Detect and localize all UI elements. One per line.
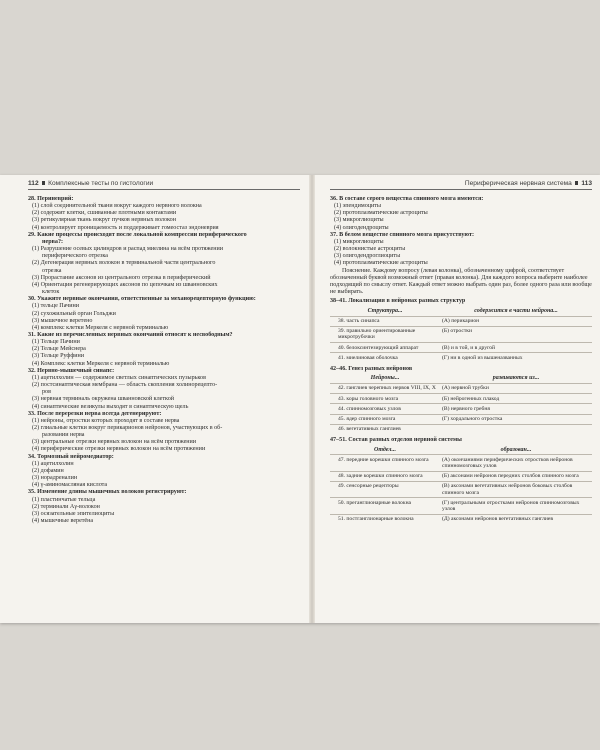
right-page [315, 175, 600, 623]
right-running-title: Периферическая нервная система [464, 180, 572, 187]
answer-option: (2) глиальные клетки вокруг перикарионов нейронов, участвующих в об- [32, 425, 223, 431]
answer-option: (4) синаптические везикулы выходят в синаптическую щель [32, 403, 189, 410]
answer-option: (1) ацетилхолин [32, 460, 74, 467]
header-rule [330, 189, 592, 190]
answer-option: (1) слой соединительной ткани вокруг каждого нервного волокна [32, 203, 202, 210]
table-row [330, 404, 592, 414]
column-header-left: Отдел... [374, 446, 397, 453]
question-text: 29. Какие процессы происходят после локальной компрессии периферического [28, 231, 247, 238]
book-fold [309, 175, 315, 623]
answer-option: (2) волокнистые астроциты [334, 246, 406, 253]
answer-option: (4) контролирует проницаемость и поддерживает гомеостаз эндоневрия [32, 224, 219, 231]
answer-option: (1) эпендимоциты [334, 203, 382, 210]
item-cell: 42. ганглиев черепных нервов VIII, IX, X [330, 383, 440, 393]
answer-option: (1) микроглиоциты [334, 238, 384, 245]
answer-option: (3) Прорастание аксонов из центрального отрезка в периферический [32, 274, 211, 281]
answer-option: (3) Тельце Руффини [32, 353, 85, 360]
answer-option: (4) Ориентация регенерирующих аксонов по цепочкам из шванновских [32, 281, 218, 288]
question-text: 37. В белом веществе спинного мозга присутствуют: [330, 231, 475, 238]
left-page [0, 175, 309, 623]
explanation-text: Пояснение. Каждому вопросу (левая колонка), обозначенному цифрой, соответствует обозначенный буквой возможный ответ (правая колонка). Для каждого вопроса выберите наиболее подходящий по смыслу ответ. Каждый ответ можно выбрать один раз, более одного раза или вообще не выбирать. [330, 267, 592, 296]
item-cell: 45. ядер спинного мозга [330, 414, 440, 424]
question-text: 28. Периневрий: [28, 196, 74, 202]
matching-table [330, 445, 592, 524]
answer-option: (1) Разрушение осевых цилиндров и распад миелина на всём протяжении [32, 246, 224, 253]
table-row [330, 471, 592, 481]
answer-option: (1) ацетилхолин — содержимое светлых синаптических пузырьков [32, 374, 206, 381]
answer-cell: (В) аксонами вегетативных нейронов боковых столбов спинного мозга [440, 481, 592, 497]
answer-option: (3) микроглиоциты [334, 217, 384, 224]
item-cell: 48. задние корешки спинного мозга [330, 471, 440, 481]
question-text: 33. После перерезки нерва всегда дегенерируют: [28, 410, 162, 417]
table-row [330, 343, 592, 353]
matching-section-title: 42–46. Генез разных нейронов [330, 365, 413, 372]
question-text: 32. Нервно-мышечный синапс: [28, 367, 115, 374]
item-cell: 43. коры головного мозга [330, 394, 440, 404]
column-header-right: содержится в части нейрона... [474, 307, 558, 314]
question-text: 36. В составе серого вещества спинного мозга имеются: [330, 196, 484, 202]
matching-section-title: 47–51. Состав разных отделов нервной системы [330, 436, 462, 443]
right-column [330, 196, 592, 527]
answer-cell: (Д) аксонами нейронов вегетативных ганглиев [440, 514, 592, 524]
item-cell: 51. постганглионарные волокна [330, 514, 440, 524]
table-row [330, 316, 592, 326]
answer-option: (2) Дегенерация нервных волокон в терминальной части центрального [32, 260, 216, 267]
header-rule [28, 189, 300, 190]
answer-option: (4) олигодендроциты [334, 224, 389, 231]
item-cell: 39. правильно ориентированные микротрубочки [330, 326, 440, 342]
square-bullet-icon [575, 181, 579, 185]
answer-option: (3) норадреналин [32, 475, 78, 482]
book-spread [0, 175, 600, 623]
table-row [330, 353, 592, 363]
answer-option: (1) нейроны, отростки которых проходят в составе нерва [32, 417, 180, 424]
item-cell: 49. сенсорные рецепторы [330, 481, 440, 497]
answer-option: (2) дофамин [32, 467, 64, 474]
item-cell: 47. передние корешки спинного мозга [330, 455, 440, 471]
answer-option: (3) осязательные эпителиоциты [32, 510, 115, 517]
answer-option: отрезка [42, 267, 62, 274]
answer-option: (4) Комплекс клетки Меркеля с нервной терминалью [32, 360, 170, 367]
answer-option: (2) терминали Аγ-волокон [32, 503, 100, 510]
answer-option: клеток [42, 289, 60, 296]
answer-cell: (В) и в той, и в другой [440, 343, 592, 353]
column-header-left: Структура... [367, 307, 403, 314]
table-row [330, 394, 592, 404]
answer-option: ров [42, 389, 51, 396]
answer-cell: (Г) хордального отростка [440, 414, 592, 424]
right-page-header [465, 179, 592, 189]
matching-table-header [330, 306, 592, 316]
answer-cell: (Б) нейрогенных плакод [440, 394, 592, 404]
question-text: 31. Какие из перечисленных нервных окончаний относят к несвободным? [28, 331, 233, 338]
item-cell: 50. преганглионарные волокна [330, 498, 440, 514]
column-header-right: развиваются из... [492, 375, 540, 382]
answer-cell: (А) нервной трубки [440, 383, 592, 393]
answer-cell [440, 424, 592, 434]
question-text: нерва?: [42, 238, 64, 245]
answer-cell: (Г) центральными отростками нейронов спинномозговых узлов [440, 498, 592, 514]
answer-option: (3) нервная терминаль окружена шванновской клеткой [32, 396, 174, 403]
answer-option: (2) постсинаптическая мембрана — область скопления холинорецепто- [32, 382, 218, 389]
answer-cell: (Б) отростки [440, 326, 592, 342]
answer-cell: (Г) ни в одной из вышеназванных [440, 353, 592, 363]
matching-table-header [330, 374, 592, 384]
answer-option: (1) тельце Пачини [32, 303, 80, 310]
left-page-header [28, 179, 153, 189]
answer-option: (2) протоплазматические астроциты [334, 210, 428, 217]
table-row [330, 383, 592, 393]
answer-option: (1) Тельце Пачини [32, 339, 80, 346]
item-cell: 44. спинномозговых узлов [330, 404, 440, 414]
table-row [330, 498, 592, 514]
answer-cell: (А) окончаниями периферических отростков нейронов спинномозговых узлов [440, 455, 592, 471]
answer-cell: (В) нервного гребня [440, 404, 592, 414]
answer-cell: (А) перикарион [440, 316, 592, 326]
answer-option: (4) мышечные веретёна [32, 518, 94, 525]
question-text: 30. Укажите нервные окончания, ответственные за механорецепторную функцию: [28, 296, 256, 303]
table-row [330, 481, 592, 497]
answer-option: (2) сухожильный орган Гольджи [32, 310, 116, 317]
matching-table [330, 374, 592, 434]
answer-option: (3) мышечное веретено [32, 317, 93, 324]
table-row [330, 455, 592, 471]
table-row [330, 424, 592, 434]
answer-option: (4) комплекс клетки Меркеля с нервной терминалью [32, 324, 169, 331]
answer-option: (4) протоплазматические астроциты [334, 260, 428, 267]
table-row [330, 514, 592, 524]
matching-section-title: 38–41. Локализация в нейронах разных структур [330, 298, 466, 305]
item-cell: 38. часть синапса [330, 316, 440, 326]
answer-option: (2) Тельце Мейснера [32, 346, 86, 353]
item-cell: 40. белоксинтезирующий аппарат [330, 343, 440, 353]
answer-option: (3) олигодендроглиоциты [334, 253, 401, 260]
matching-table [330, 306, 592, 362]
left-running-title: Комплексные тесты по гистологии [48, 180, 154, 187]
answer-option: периферического отрезка [42, 253, 108, 260]
item-cell: 41. миелиновая оболочка [330, 353, 440, 363]
matching-table-header [330, 445, 592, 455]
column-header-left: Нейроны... [370, 375, 400, 382]
question-text: 35. Изменение длины мышечных волокон регистрируют: [28, 489, 187, 496]
question-text: 34. Тормозный нейромедиатор: [28, 453, 114, 460]
column-header-right: образован... [500, 446, 532, 453]
answer-option: разовании нерва [42, 432, 85, 439]
answer-option: (4) γ-аминомасляная кислота [32, 482, 108, 489]
left-column [28, 196, 300, 525]
table-row [330, 326, 592, 342]
left-page-number: 112 [28, 180, 39, 187]
answer-option: (3) ретикулярная ткань вокруг пучков нервных волокон [32, 217, 176, 224]
right-page-number: 113 [581, 180, 592, 187]
answer-option: (2) содержит клетки, сшиванные плотными контактами [32, 210, 177, 217]
table-row [330, 414, 592, 424]
answer-option: (3) центральные отрезки нервных волокон на всём протяжении [32, 439, 197, 446]
answer-cell: (Б) аксонами нейронов передних столбов спинного мозга [440, 471, 592, 481]
answer-option: (4) периферические отрезки нервных волокон на всём протяжении [32, 446, 206, 453]
square-bullet-icon [42, 181, 46, 185]
item-cell: 46. вегетативных ганглиев [330, 424, 440, 434]
answer-option: (1) пластинчатые тельца [32, 496, 96, 503]
